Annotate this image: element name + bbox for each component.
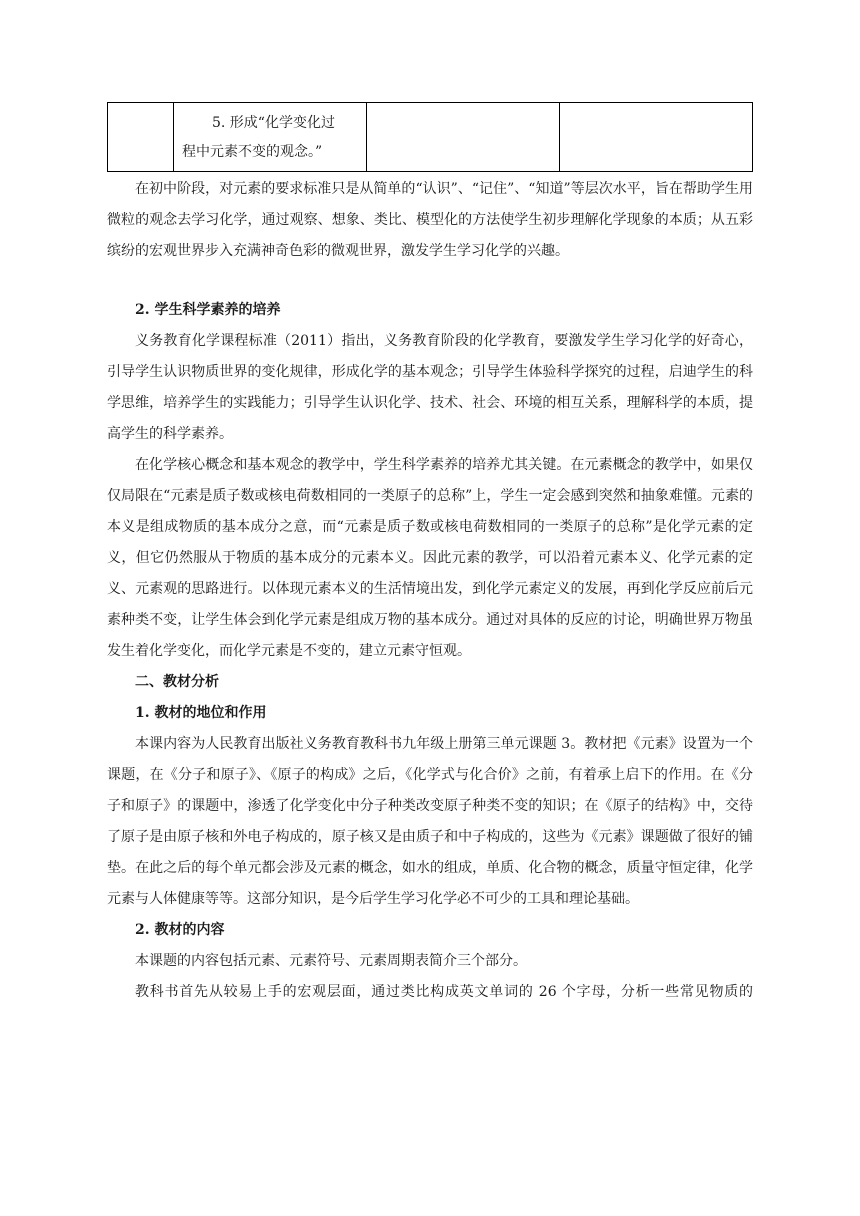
paragraph-intro: 在初中阶段，对元素的要求标准只是从简单的“认识”、“记住”、“知道”等层次水平，旨在帮助学生用微粒的观念去学习化学，通过观察、想象、类比、模型化的方法使学生初步理解化学现象的本质；从五彩缤纷的宏观世界步入充满神奇色彩的微观世界，激发学生学习化学的兴趣。 bbox=[107, 181, 753, 259]
objective-line-1: 5. 形成“化学变化过 bbox=[212, 115, 335, 131]
heading-textbook-content: 2. 教材的内容 bbox=[135, 922, 225, 938]
paragraph-core-concepts: 在化学核心概念和基本观念的教学中，学生科学素养的培养尤其关键。在元素概念的教学中，如果仅仅局限在“元素是质子数或核电荷数相同的一类原子的总称”上，学生一定会感到突然和抽象难懂。元素的本义是组成物质的基本成分之意，而“元素是质子数或核电荷数相同的一类原子的总称”是化学元素的定义，但它仍然服从于物质的基本成分的元素本义。因此元素的教学，可以沿着元素本义、化学元素的定义、元素观的思路进行。以体现元素本义的生活情境出发，到化学元素定义的发展，再到化学反应前后元素种类不变，让学生体会到化学元素是组成万物的基本成分。通过对具体的反应的讨论，明确世界万物虽发生着化学变化，而化学元素是不变的，建立元素守恒观。 bbox=[107, 457, 753, 659]
heading-science-literacy: 2. 学生科学素养的培养 bbox=[135, 302, 281, 318]
document-body bbox=[107, 174, 753, 1008]
blank-gap bbox=[107, 267, 753, 295]
paragraph-textbook-content: 本课题的内容包括元素、元素符号、元素周期表简介三个部分。 bbox=[135, 953, 527, 969]
paragraph-curriculum-standard: 义务教育化学课程标准（2011）指出，义务教育阶段的化学教育，要激发学生学习化学的好奇心，引导学生认识物质世界的变化规律，形成化学的基本观念；引导学生体验科学探究的过程，启迪学生的科学思维，培养学生的实践能力；引导学生认识化学、技术、社会、环境的相互关系，理解科学的本质，提高学生的科学素养。 bbox=[107, 333, 753, 442]
table-row bbox=[108, 103, 753, 172]
continued-table bbox=[107, 102, 753, 172]
table-cell-empty-3 bbox=[367, 103, 560, 172]
paragraph-last-line: 教科书首先从较易上手的宏观层面，通过类比构成英文单词的 26 个字母，分析一些常见物质的 bbox=[135, 984, 753, 1000]
paragraph-textbook-position: 本课内容为人民教育出版社义务教育教科书九年级上册第三单元课题 3。教材把《元素》设置为一个课题，在《分子和原子》、《原子的构成》之后，《化学式与化合价》之前，有着承上启下的作用。在《分子和原子》的课题中，渗透了化学变化中分子种类改变原子种类不变的知识；在《原子的结构》中，交待了原子是由原子核和外电子构成的，原子核又是由质子和中子构成的，这些为《元素》课题做了很好的铺垫。在此之后的每个单元都会涉及元素的概念，如水的组成，单质、化合物的概念，质量守恒定律，化学元素与人体健康等等。这部分知识，是今后学生学习化学必不可少的工具和理论基础。 bbox=[107, 736, 753, 907]
heading-textbook-position: 1. 教材的地位和作用 bbox=[135, 705, 267, 721]
table-cell-objective bbox=[174, 103, 367, 172]
table-cell-empty-4 bbox=[560, 103, 753, 172]
table-cell-empty-1 bbox=[108, 103, 174, 172]
objective-line-2: 程中元素不变的观念。” bbox=[182, 144, 323, 160]
section-heading-textbook-analysis: 二、教材分析 bbox=[135, 674, 219, 690]
